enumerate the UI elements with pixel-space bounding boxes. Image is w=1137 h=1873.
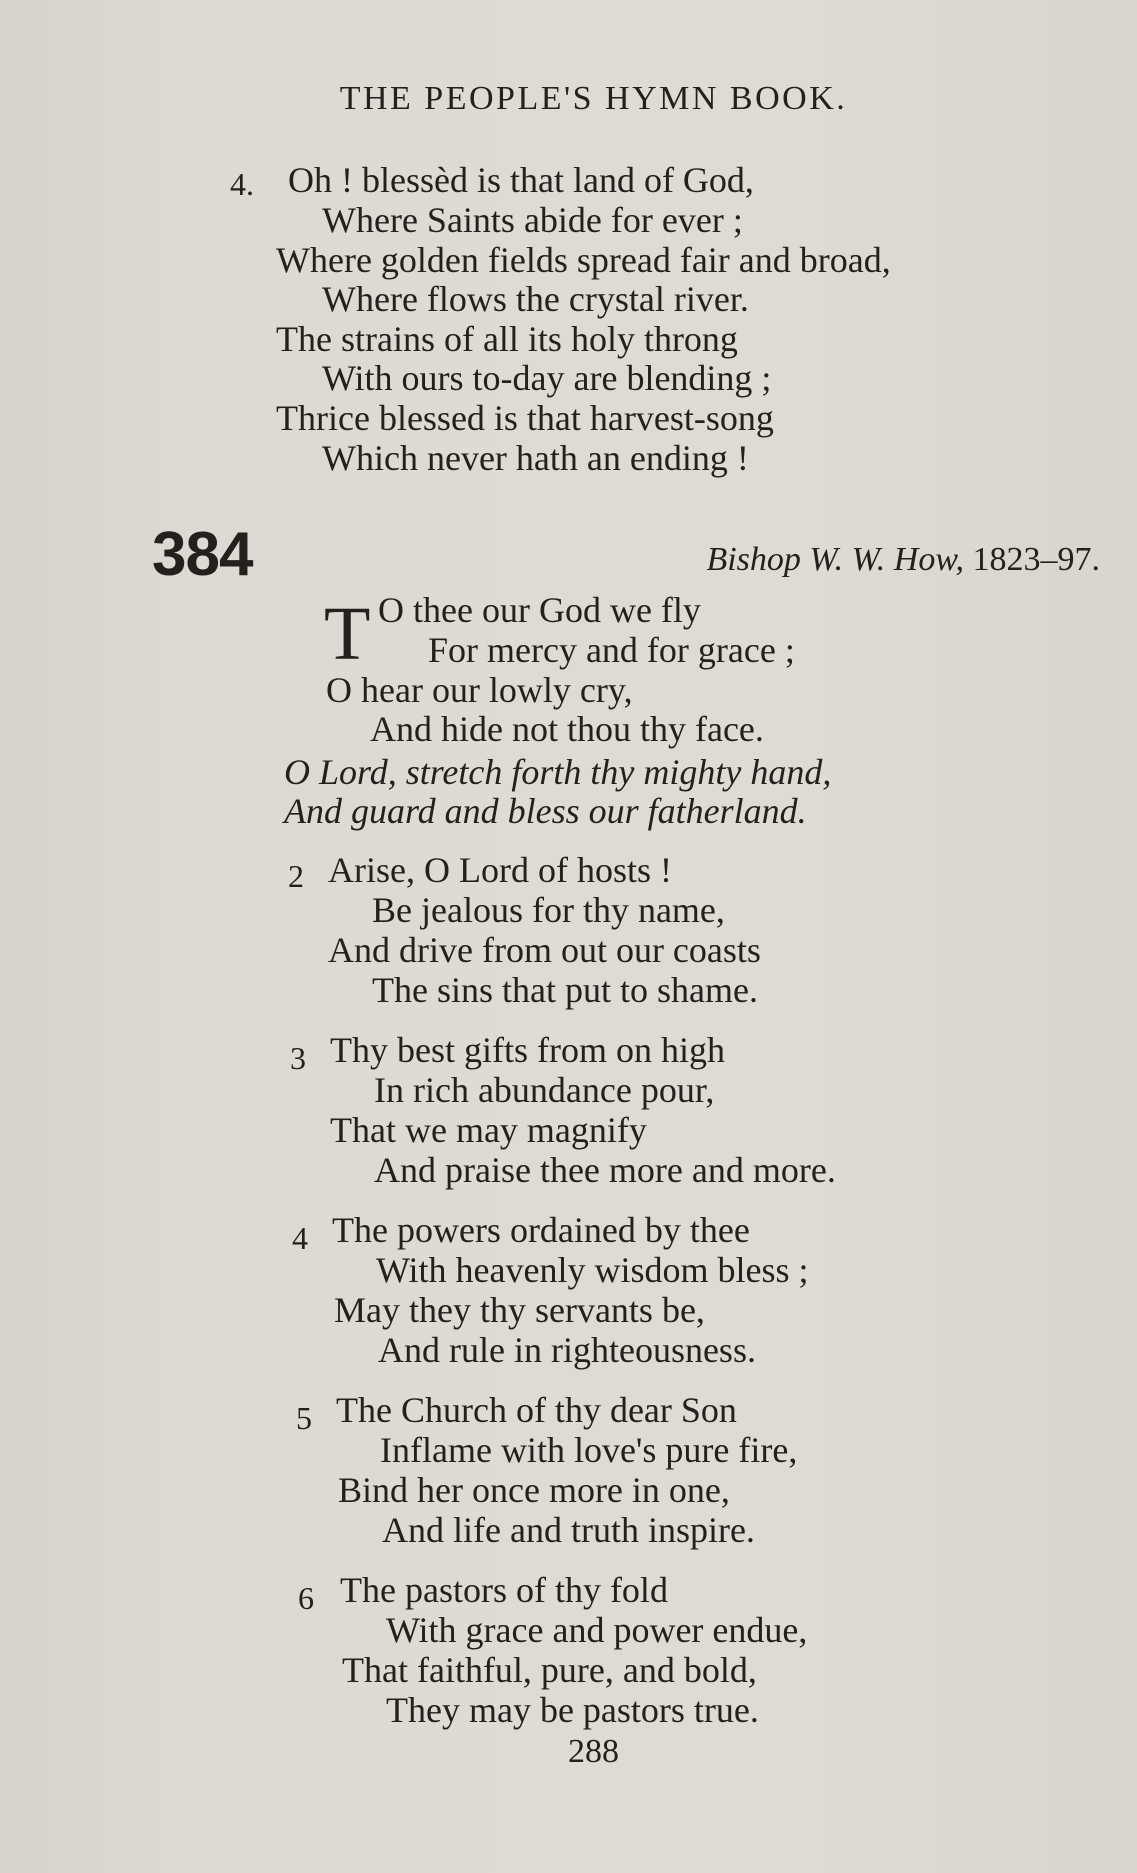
verse-line: Which never hath an ending ! xyxy=(322,438,749,478)
stanza-number: 3 xyxy=(290,1040,306,1076)
verse-line: The pastors of thy fold xyxy=(340,1570,668,1610)
stanza-number: 5 xyxy=(296,1400,312,1436)
verse-line: Where golden fields spread fair and broad, xyxy=(276,240,891,280)
author-name: Bishop W. W. How, xyxy=(706,541,964,578)
drop-cap: T xyxy=(324,592,371,676)
refrain-line: And guard and bless our fatherland. xyxy=(284,791,807,831)
verse-line: Arise, O Lord of hosts ! xyxy=(328,850,672,890)
verse-line: Bind her once more in one, xyxy=(338,1470,730,1510)
verse-line: Be jealous for thy name, xyxy=(372,890,725,930)
hymn-author xyxy=(706,540,1100,580)
verse-line: That we may magnify xyxy=(330,1110,647,1150)
verse-line: O hear our lowly cry, xyxy=(326,670,633,710)
stanza-number: 4. xyxy=(230,166,254,202)
verse-line: Thrice blessed is that harvest-song xyxy=(276,398,774,438)
verse-line: With grace and power endue, xyxy=(386,1610,808,1650)
verse-line: Inflame with love's pure fire, xyxy=(380,1430,798,1470)
verse-line: The powers ordained by thee xyxy=(332,1210,750,1250)
verse-line: Thy best gifts from on high xyxy=(330,1030,725,1070)
page-number: 288 xyxy=(568,1733,619,1770)
verse-line: They may be pastors true. xyxy=(386,1690,759,1730)
verse-line: Where flows the crystal river. xyxy=(322,279,749,319)
verse-line: With heavenly wisdom bless ; xyxy=(376,1250,809,1290)
page-header-title: THE PEOPLE'S HYMN BOOK. xyxy=(339,80,848,117)
verse-line: In rich abundance pour, xyxy=(374,1070,715,1110)
stanza-number: 2 xyxy=(288,858,304,894)
verse-line: O thee our God we fly xyxy=(378,590,701,630)
verse-line: And hide not thou thy face. xyxy=(370,709,764,749)
verse-line: Where Saints abide for ever ; xyxy=(322,200,743,240)
stanza-number: 6 xyxy=(298,1580,314,1616)
verse-line: The sins that put to shame. xyxy=(372,970,758,1010)
verse-line: For mercy and for grace ; xyxy=(428,630,795,670)
refrain-line: O Lord, stretch forth thy mighty hand, xyxy=(284,752,832,792)
hymn-number: 384 xyxy=(152,520,253,589)
verse-line: And drive from out our coasts xyxy=(328,930,761,970)
verse-line: And rule in righteousness. xyxy=(378,1330,756,1370)
verse-line: The Church of thy dear Son xyxy=(336,1390,737,1430)
stanza-number: 4 xyxy=(292,1220,308,1256)
verse-line: And life and truth inspire. xyxy=(382,1510,755,1550)
verse-line: That faithful, pure, and bold, xyxy=(342,1650,757,1690)
verse-line: May they thy servants be, xyxy=(334,1290,705,1330)
verse-line: With ours to-day are blending ; xyxy=(322,358,772,398)
author-dates: 1823–97. xyxy=(972,541,1100,578)
verse-line: Oh ! blessèd is that land of God, xyxy=(288,160,754,200)
verse-line: And praise thee more and more. xyxy=(374,1150,836,1190)
verse-line: The strains of all its holy throng xyxy=(276,319,738,359)
